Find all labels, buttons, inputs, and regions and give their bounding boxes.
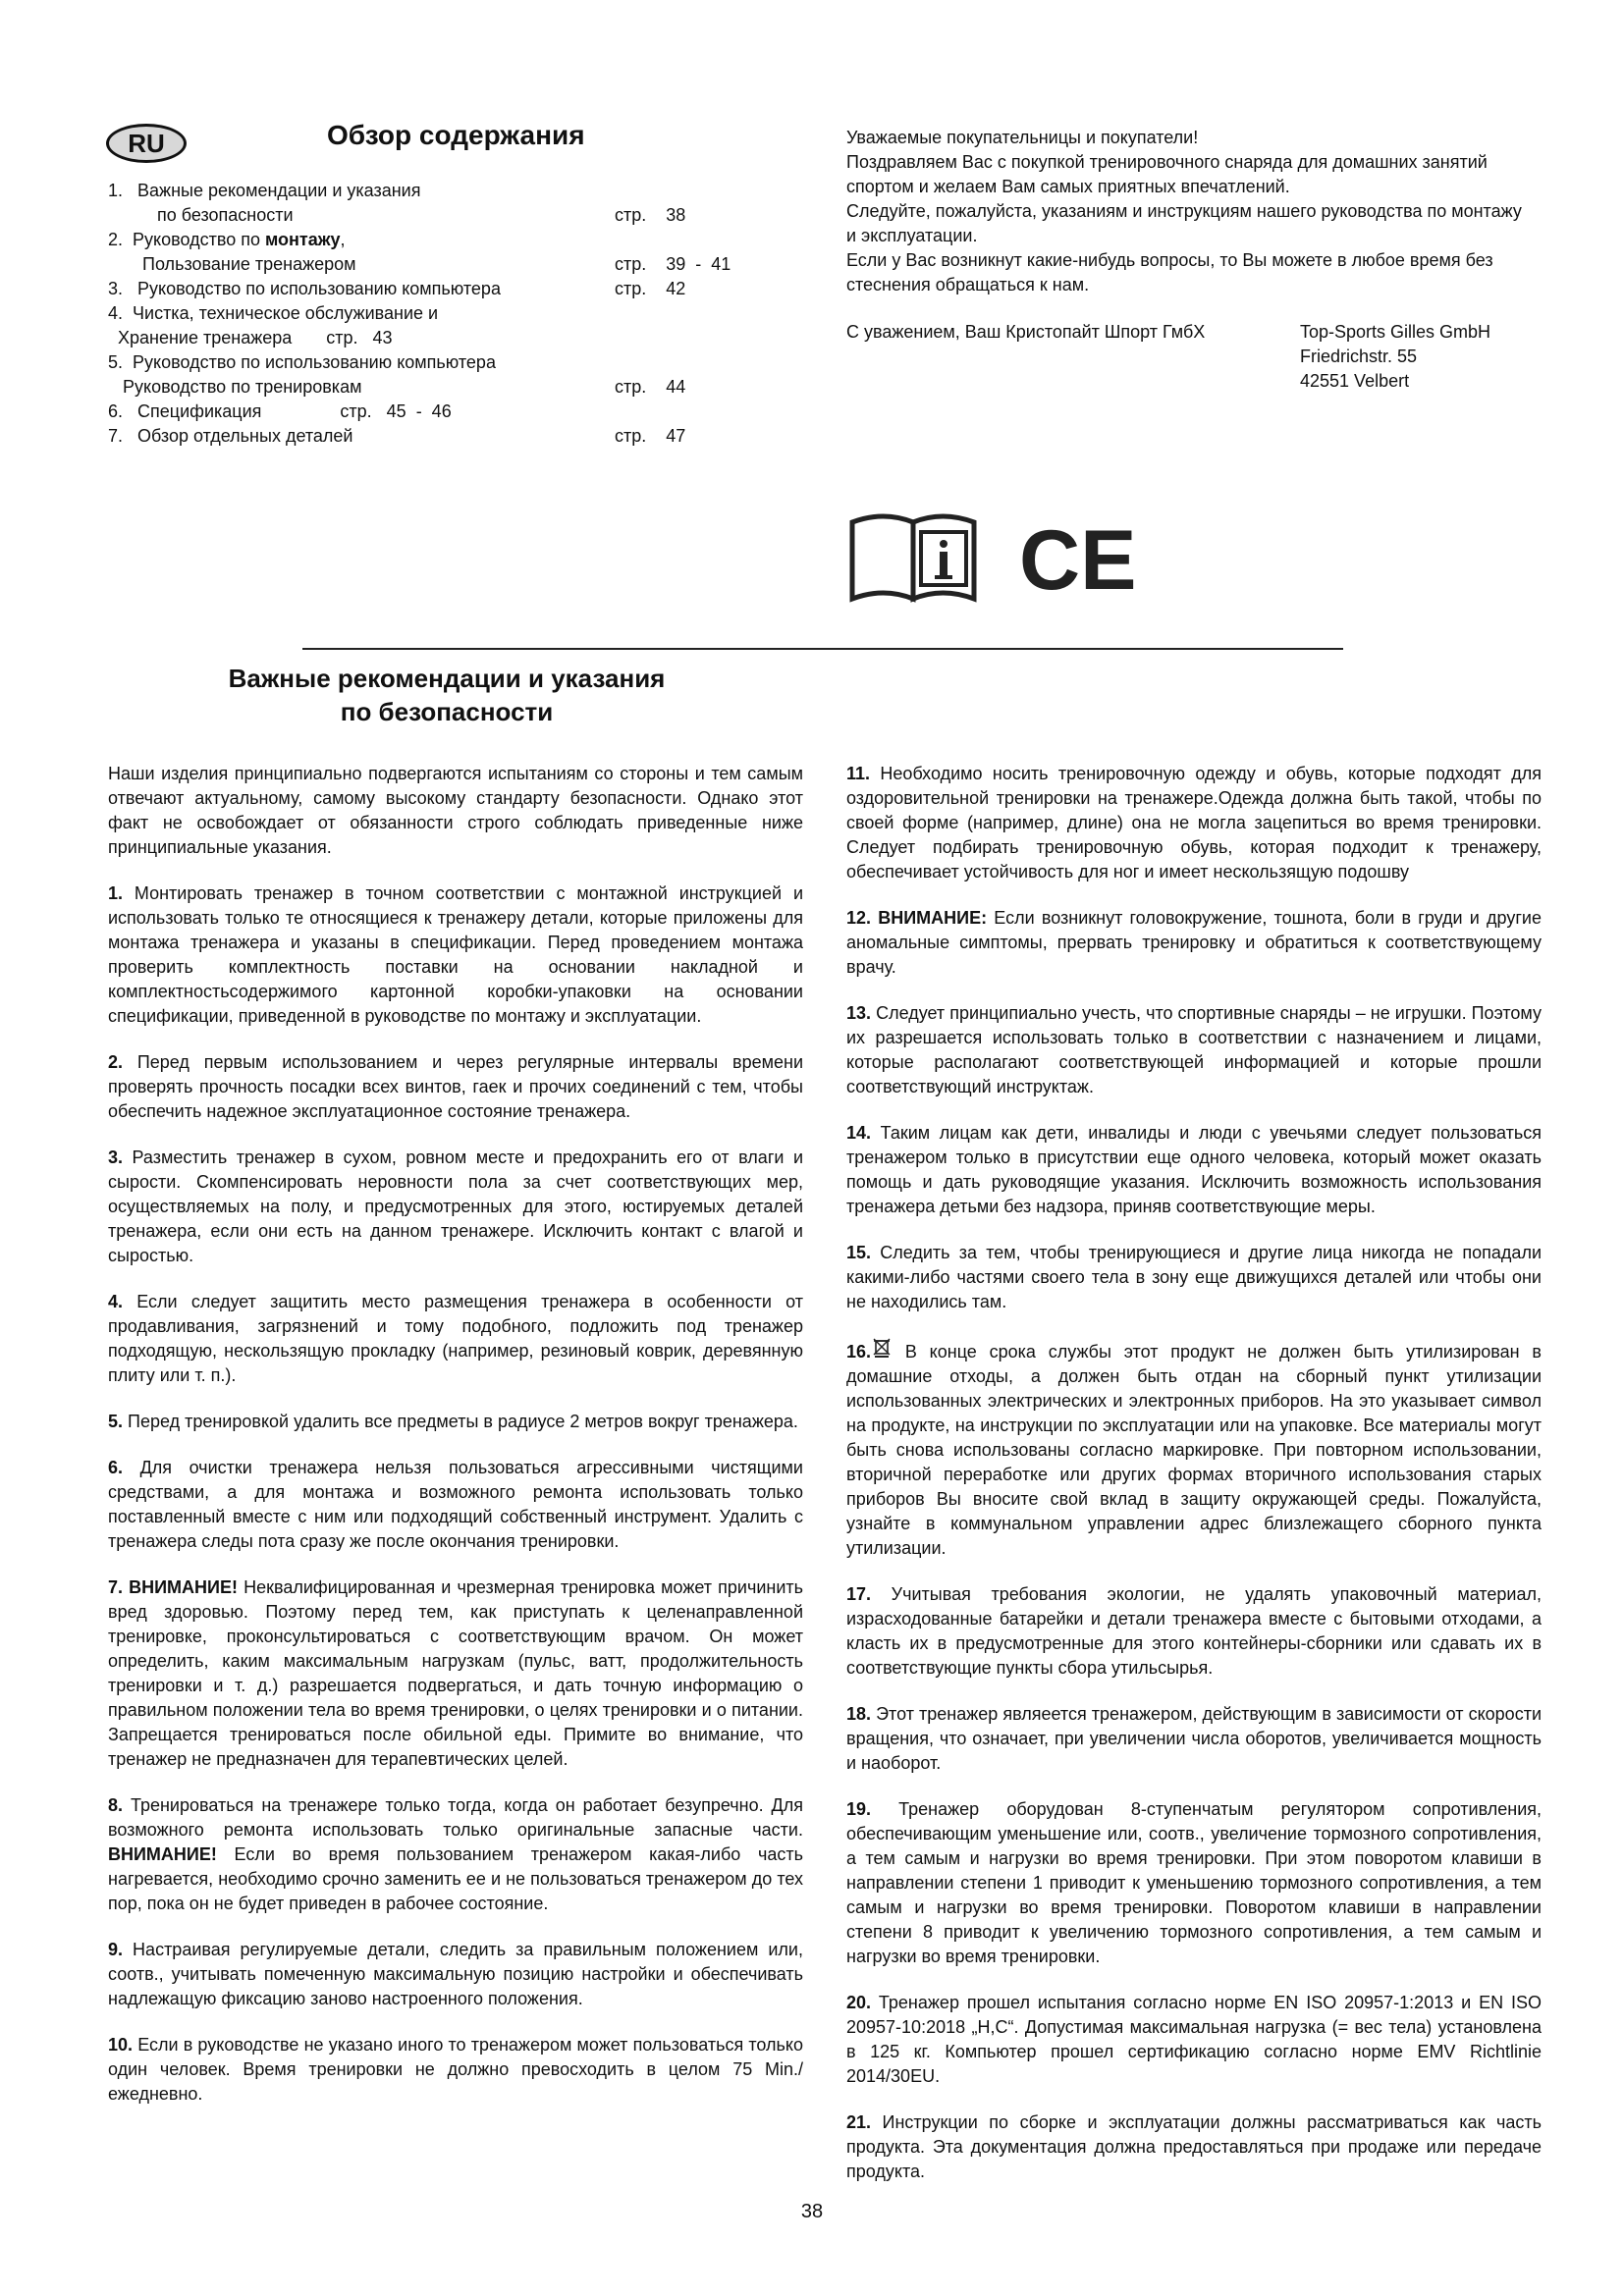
toc-row: [108, 400, 756, 424]
toc-entry: 5. Руководство по использованию компьютера: [108, 352, 496, 372]
book-info-icon: [844, 508, 1139, 607]
toc-row: [108, 228, 756, 252]
toc-entry: 3. Руководство по использованию компьютера: [108, 279, 501, 298]
safety-item: 21. Инструкции по сборке и эксплуатации должны рассматриваться как часть продукта. Эта документация должна предоставляться при продаже или передаче продукта.: [846, 2112, 1542, 2181]
safety-item: 18. Этот тренажер являеется тренажером, действующим в зависимости от скорости вращения, что означает, при увеличении числа оборотов, увеличивается мощность и наоборот.: [846, 1704, 1542, 1773]
intro-paragraph: Поздравляем Вас с покупкой тренировочного снаряда для домашних занятий спортом и желаем Вам самых приятных впечатлений.: [846, 152, 1488, 196]
company-city: 42551 Velbert: [1300, 371, 1410, 391]
toc-row: [108, 350, 756, 375]
safety-item: 12. ВНИМАНИЕ: Если возникнут головокружение, тошнота, боли в груди и другие аномальные симптомы, прервать тренировку и обратиться к соответствующему врачу.: [846, 908, 1542, 977]
safety-item: 14. Таким лицам как дети, инвалиды и люди с увечьями следует пользоваться тренажером только в присутствии еще одного человека, который может оказать помощь и дать руководящие указания. Исключить возможность использования тренажера детьми без надзора, приняв соответствующие меры.: [846, 1123, 1542, 1216]
table-of-contents: [108, 179, 756, 449]
toc-page: стр. 38: [615, 205, 686, 225]
safety-title-line: по безопасности: [340, 697, 554, 726]
toc-row: [108, 326, 756, 350]
intro-paragraph: Следуйте, пожалуйста, указаниям и инструкциям нашего руководства по монтажу и эксплуатации.: [846, 201, 1522, 245]
safety-item: 3. Разместить тренажер в сухом, ровном месте и предохранить его от влаги и сырости. Скомпенсировать неровности пола за счет соответствующих мер, осуществляемых на полу, и предусмотренных для этого, юстируемых деталей тренажера, если они есть на данном тренажере. Исключить контакт с влагой и сыростью.: [108, 1148, 803, 1265]
toc-page: стр. 42: [615, 279, 686, 298]
safety-column-left: [108, 762, 803, 2128]
toc-page: стр. 47: [615, 426, 686, 446]
safety-item: 16. В конце срока службы этот продукт не должен быть утилизирован в домашние отходы, а должен быть отдан на сборный пункт утилизации использованных электрических и электронных приборов. На это указывает символ на продукте, на инструкции по эксплуатации или на упаковке. Все материалы могут быть снова использованы согласно маркировке. При повторном использовании, вторичной переработке или других формах вторичного использования старых приборов Вы вносите свой вклад в защиту окружающей среды. Пожалуйста, узнайте в коммунальном управлении адрес близлежащего сборного пункта утилизации.: [846, 1336, 1542, 1561]
language-badge-text: RU: [128, 128, 165, 158]
toc-entry: по безопасности: [108, 205, 294, 225]
toc-entry: Пользование тренажером: [108, 254, 356, 274]
regards-text: С уважением, Ваш Кристопайт Шпорт ГмбХ: [846, 322, 1206, 342]
safety-intro: Наши изделия принципиально подвергаются испытаниям со стороны и тем самым отвечают актуальному, самому высокому стандарту безопасности. Однако этот факт не освобождает от обязанности строго соблюдать приведенные ниже принципиальные указания.: [108, 764, 803, 857]
toc-row: [108, 203, 756, 228]
toc-entry: 4. Чистка, техническое обслуживание и: [108, 303, 439, 323]
safety-item: 7. ВНИМАНИЕ! Неквалифицированная и чрезмерная тренировка может причинить вред здоровью. Поэтому перед тем, как приступать к целенаправленной тренировке, проконсультироваться с соответствующим врачом. Он может определить, каким максимальным нагрузкам (пульс, ватт, продолжительность тренировки и т. д.) разрешается подвергаться, и дать точную информацию о правильном положении тела во время тренировки, о целях тренировки и о питании. Запрещается тренироваться после обильной еды. Примите во внимание, что тренажер не предназначен для терапевтических целей.: [108, 1577, 803, 1769]
safety-item: 13. Следует принципиально учесть, что спортивные снаряды – не игрушки. Поэтому их разрешается использовать только в соответствии с назначением и лицами, которые располагают соответствующей информацией и которые прошли соответствующий инструктаж.: [846, 1003, 1542, 1096]
safety-item: 17. Учитывая требования экологии, не удалять упаковочный материал, израсходованные батарейки и детали тренажера вместе с бытовыми отходами, а класть их в предусмотренные для этого контейнеры-сборники или сдавать их в соответствующие пункты сбора утильсырья.: [846, 1584, 1542, 1678]
ce-mark: CE: [1019, 513, 1137, 607]
safety-column-right: [846, 762, 1542, 2206]
company-name: Top-Sports Gilles GmbH: [1300, 322, 1491, 342]
safety-item: 1. Монтировать тренажер в точном соответствии с монтажной инструкцией и использовать только те относящиеся к тренажеру детали, которые приложены для монтажа тренажера и указаны в спецификации. Перед проведением монтажа проверить комплектность поставки на основании накладной и комплектностьсодержимого картонной коробки-упаковки на основании спецификации, приведенной в руководстве по монтажу и эксплуатации.: [108, 883, 803, 1026]
toc-row: [108, 424, 756, 449]
safety-item: 8. Тренироваться на тренажере только тогда, когда он работает безупречно. Для возможного ремонта использовать только оригинальные запасные части. ВНИМАНИЕ! Если во время пользованием тренажером какая-либо часть нагревается, необходимо срочно заменить ее и не пользоваться тренажером до тех пор, пока он не будет приведен в рабочее состояние.: [108, 1795, 803, 1913]
safety-item: 2. Перед первым использованием и через регулярные интервалы времени проверять прочность посадки всех винтов, гаек и прочих соединений с тем, чтобы обеспечить надежное эксплуатационное состояние тренажера.: [108, 1052, 803, 1121]
toc-page: стр. 39 - 41: [615, 254, 731, 274]
signature-block: [846, 320, 1534, 394]
toc-entry: 7. Обзор отдельных деталей: [108, 426, 353, 446]
safety-item: 20. Тренажер прошел испытания согласно норме EN ISO 20957-1:2013 и EN ISO 20957-10:2018 „H,C“. Допустимая максимальная нагрузка (= вес тела) установлена в 125 кг. Компьютер прошел сертификацию согласно норме EMV Richtlinie 2014/30EU.: [846, 1993, 1542, 2086]
intro-text: [846, 126, 1524, 297]
safety-item: 11. Необходимо носить тренировочную одежду и обувь, которые подходят для оздоровительной тренировки на тренажере.Одежда должна быть такой, чтобы по своей форме (например, длине) она не могла зацепиться во время тренировки. Следует подбирать тренировочную обувь, которая подходит к тренажеру, обеспечивает устойчивость для ног и имеет нескользящую подошву: [846, 764, 1542, 881]
safety-title-line: Важные рекомендации и указания: [228, 664, 666, 693]
language-badge: [106, 124, 187, 163]
safety-item: 4. Если следует защитить место размещения тренажера в особенности от продавливания, загрязнений и тому подобного, подложить под тренажер подходящую, нескользящую прокладку (например, резиновый коврик, деревянную плиту или т. п.).: [108, 1292, 803, 1385]
toc-entry: Руководство по тренировкам: [108, 377, 362, 397]
toc-entry: 1. Важные рекомендации и указания: [108, 181, 421, 200]
section-divider: [302, 648, 1343, 650]
toc-row: [108, 277, 756, 301]
intro-paragraph: Если у Вас возникнут какие-нибудь вопросы, то Вы можете в любое время без стеснения обращаться к нам.: [846, 250, 1493, 294]
toc-entry: Хранение тренажера стр. 43: [108, 328, 393, 347]
toc-title: Обзор содержания: [327, 120, 585, 150]
safety-item: 6. Для очистки тренажера нельзя пользоваться агрессивными чистящими средствами, а для монтажа и возможного ремонта использовать только поставленный вместе с ним или подходящий собственный инструмент. Удалить с тренажера следы пота сразу же после окончания тренировки.: [108, 1458, 803, 1551]
toc-row: [108, 375, 756, 400]
safety-item: 15. Следить за тем, чтобы тренирующиеся и другие лица никогда не попадали какими-либо частями своего тела в зону еще движущихся деталей или чтобы они не находились там.: [846, 1243, 1542, 1311]
company-street: Friedrichstr. 55: [1300, 347, 1418, 366]
page-number: 38: [800, 2201, 824, 2222]
weee-bin-icon: [871, 1336, 893, 1364]
toc-row: [108, 252, 756, 277]
safety-item: 10. Если в руководстве не указано иного то тренажером может пользоваться только один человек. Время тренировки не должно превосходить в целом 75 Min./ежедневно.: [108, 2035, 803, 2104]
safety-item: 5. Перед тренировкой удалить все предметы в радиусе 2 метров вокруг тренажера.: [108, 1412, 798, 1431]
toc-entry: 6. Спецификация стр. 45 - 46: [108, 401, 452, 421]
intro-greeting: Уважаемые покупательницы и покупатели!: [846, 128, 1199, 147]
toc-page: стр. 44: [615, 377, 686, 397]
certification-icons: [844, 508, 1139, 612]
safety-item: 19. Тренажер оборудован 8-ступенчатым регулятором сопротивления, обеспечивающим уменьшение или, соотв., увеличение тормозного сопротивления, а тем самым и нагрузки во время тренировки. При этом поворотом клавиши в направлении степени 1 приводит к уменьшению тормозного сопротивления, а тем самым и нагрузки во время тренировки. Поворотом клавиши в направлении степени 8 приводит к увеличению тормозного сопротивления, а тем самым и нагрузки во время тренировки.: [846, 1799, 1542, 1966]
safety-item: 9. Настраивая регулируемые детали, следить за правильным положением или, соотв., учитывать помеченную максимальную позицию настройки и обеспечивать надлежащую фиксацию заново настроенного положения.: [108, 1940, 803, 2008]
toc-row: [108, 179, 756, 203]
toc-entry: 2. Руководство по монтажу,: [108, 230, 346, 249]
toc-row: [108, 301, 756, 326]
safety-section-title: [108, 662, 785, 728]
